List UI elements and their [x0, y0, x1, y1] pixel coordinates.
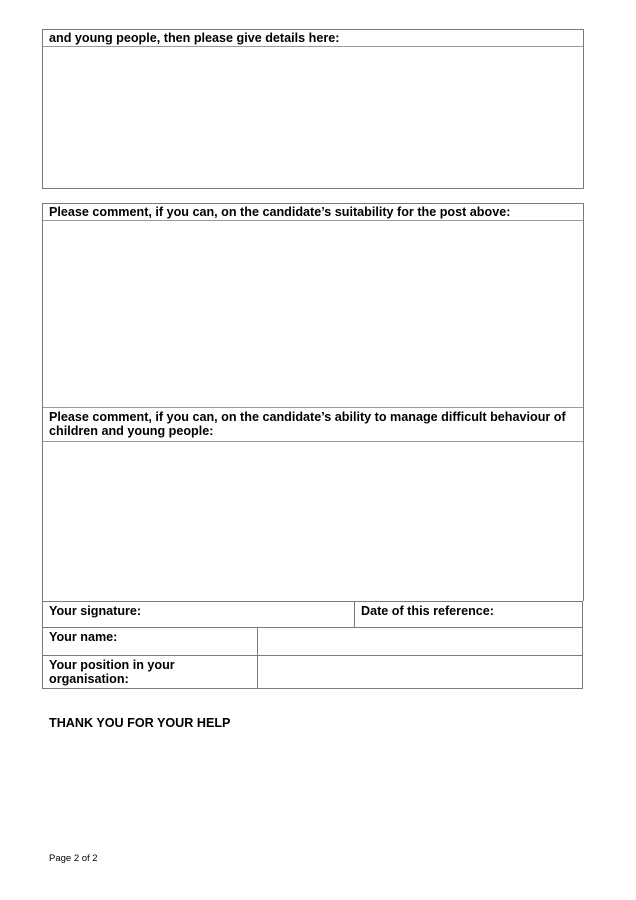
behaviour-field[interactable] — [43, 442, 583, 603]
suitability-field[interactable] — [43, 221, 583, 408]
name-label: Your name: — [43, 628, 258, 656]
position-label: Your position in your organisation: — [43, 656, 258, 689]
details-section — [42, 29, 584, 189]
date-label: Date of this reference: — [361, 604, 494, 618]
signature-field[interactable] — [43, 602, 355, 628]
page-number: Page 2 of 2 — [49, 853, 98, 864]
position-field[interactable] — [258, 656, 583, 689]
signature-label: Your signature: — [49, 604, 142, 618]
suitability-section — [42, 203, 584, 601]
closing-message: THANK YOU FOR YOUR HELP — [49, 716, 231, 730]
referee-details-table — [42, 601, 583, 689]
details-section-header: and young people, then please give details here: — [43, 30, 583, 47]
name-field[interactable] — [258, 628, 583, 656]
behaviour-section-header: Please comment, if you can, on the candidate’s ability to manage difficult behaviour of children and young people: — [43, 408, 583, 442]
date-field[interactable] — [355, 602, 583, 628]
details-field[interactable] — [43, 47, 583, 188]
suitability-section-header: Please comment, if you can, on the candidate’s suitability for the post above: — [43, 204, 583, 221]
